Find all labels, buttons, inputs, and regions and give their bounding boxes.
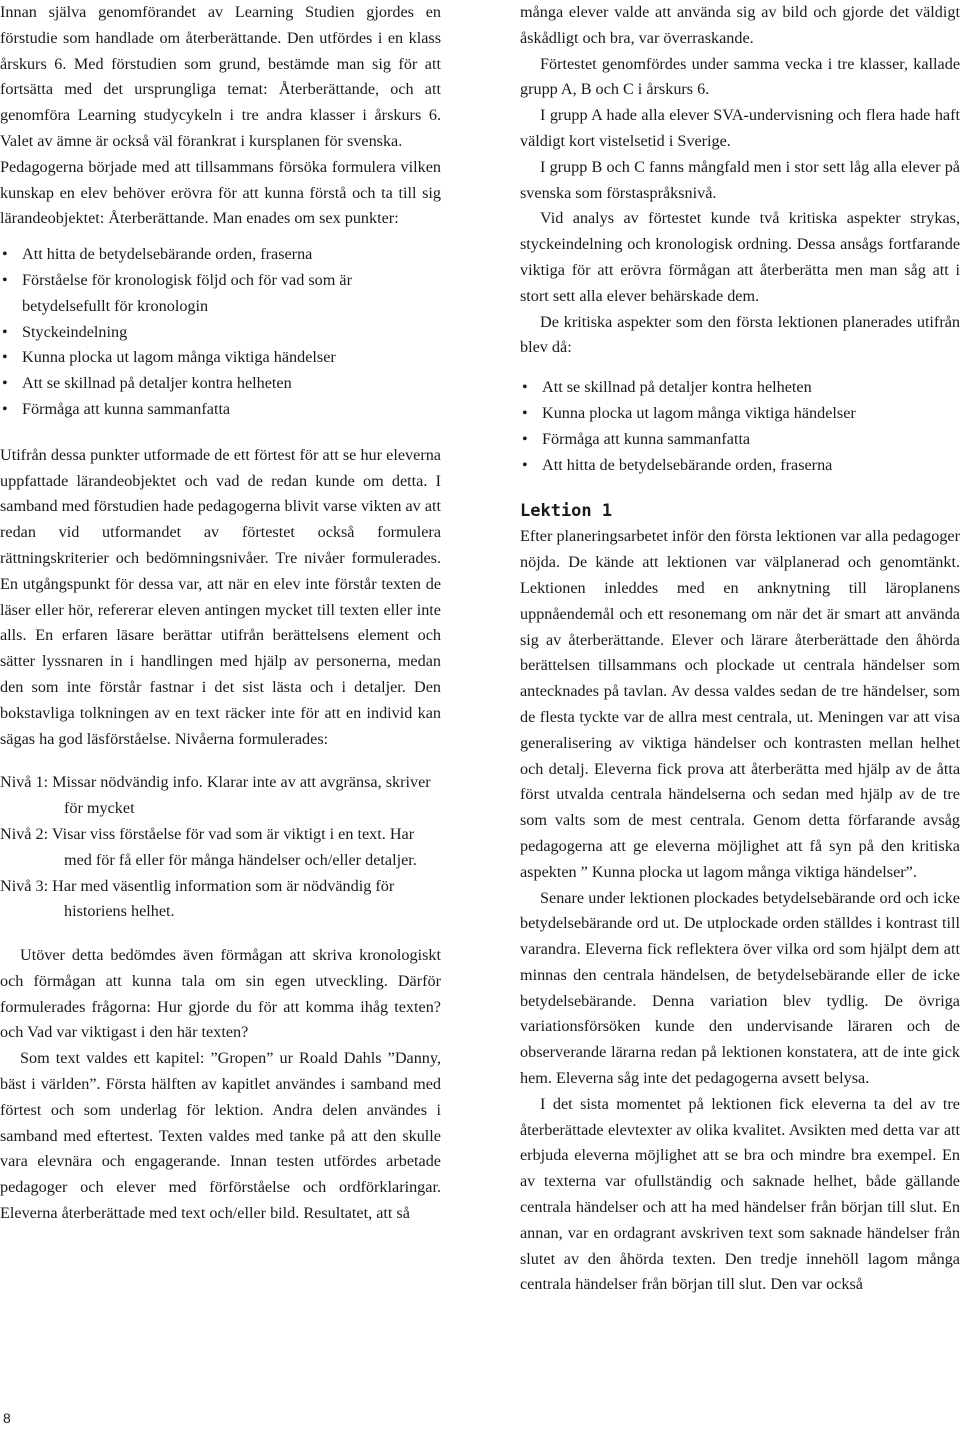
paragraph: Utifrån dessa punkter utformade de ett förtest för att se hur eleverna uppfattade lärandeobjektet och vad de redan kunde om detta. I samband med förstudien hade pedagogerna blivit varse vikten av att redan vid utformandet av förtestet också formulera rättningskriterier och bedömningsnivåer. Tre nivåer formulerades. En utgångspunkt för dessa var, att när en elev inte förstår texten de läser eller hör, refererar eleven antingen mycket till texten eller inte alls. En erfaren läsare berättar utifrån berättelsens element och sätter lyssnaren in i handlingen med hjälp av personerna, medan den som inte förstår fastnar i det sist lästa och i detaljer. Den bokstavliga tolkningen av en text räcker inte för att en individ kan sägas ha god läsförståelse. Nivåerna formulerades: [0, 445, 441, 748]
section-heading: Lektion 1 [520, 501, 613, 522]
list-item: • Kunna plocka ut lagom många viktiga händelser [0, 345, 441, 371]
level-item: Nivå 1: Missar nödvändig info. Klarar inte av att avgränsa, skriver för mycket [0, 773, 431, 818]
levels-list [0, 770, 441, 925]
paragraph: många elever valde att använda sig av bild och gjorde det väldigt åskådligt och bra, var överraskande. [520, 3, 960, 47]
list-item: • Att hitta de betydelsebärande orden, fraserna [520, 453, 960, 479]
paragraph: Utöver detta bedömdes även förmågan att skriva kronologiskt och förmågan att kunna tala om sin egen utveckling. Därför formulerades frågorna: Hur gjorde du för att komma ihåg texten? och Vad var viktigast i den här texten? [0, 946, 441, 1042]
list-item: • Förmåga att kunna sammanfatta [0, 397, 441, 423]
page-number: 8 [3, 1410, 11, 1426]
paragraph: Pedagogerna började med att tillsammans försöka formulera vilken kunskap en elev behöver erövra för att kunna förstå och ta till sig lärandeobjektet: Återberättande. Man enades om sex punkter: [0, 157, 441, 228]
left-column [0, 0, 441, 1227]
list-item: • Att se skillnad på detaljer kontra helheten [0, 371, 441, 397]
aspects-list [520, 375, 960, 478]
paragraph: I det sista momentet på lektionen fick eleverna ta del av tre återberättade elevtexter av olika kvalitet. Avsikten med detta var att erbjuda eleverna möjlighet att se bra och mindre bra exempel. En av texterna var ofullständig och saknade helhet, både gällande centrala händelser och att ha med händelser från början till slut. En annan, var en ordagrant avskriven text som saknade händelser från slutet av den åhörda texten. Den tredje innehöll lagom många centrala händelser från början till slut. Den var också [520, 1094, 960, 1294]
paragraph: Vid analys av förtestet kunde två kritiska aspekter strykas, styckeindelning och kronologisk ordning. Dessa ansågs fortfarande viktiga för att erövra förmågan att återberätta men man såg att i stort sett alla elever behärskade dem. [520, 209, 960, 305]
list-item: • Förmåga att kunna sammanfatta [520, 427, 960, 453]
paragraph: Senare under lektionen plockades betydelsebärande ord och icke betydelsebärande ord ut. De utplockade orden ställdes i kontrast till varandra. Eleverna fick reflektera över vilka ord som hjälpt dem att minnas den centrala händelsen, de betydelsebärande eller de icke betydelsebärande. Denna variation blev tydlig. De övriga variationsförsöken kunde den undervisande läraren och de observerande lärarna redan på lektionen konstatera, att de inte gick hem. Eleverna såg inte det pedagogerna avsett belysa. [520, 888, 960, 1088]
points-list [0, 242, 441, 423]
right-column [520, 0, 960, 1298]
paragraph: I grupp A hade alla elever SVA-undervisning och flera hade haft väldigt kort vistelsetid i Sverige. [520, 106, 960, 150]
paragraph: Efter planeringsarbetet inför den första lektionen var alla pedagoger nöjda. De kände att lektionen var välplanerad och genomtänkt. Lektionen inleddes med en anknytning till läroplanens uppnåendemål och ett resonemang om när det är smart att använda sig av återberättande. Elever och lärare återberättade den åhörda berättelsen tillsammans och plockade ut centrala händelser som antecknades på tavlan. Av dessa valdes sedan de tre händelser, som de flesta tyckte var de allra mest centrala, ut. Meningen var att visa generalisering av viktiga händelser och kontrasten mellan helhet och detalj. Eleverna fick prova att återberätta med hjälp av de åtta först utvalda centrala händelserna och sedan med hjälp av de tre som valts som de mest centrala. Genom detta förfarande avsåg pedagogerna att ge eleverna möjlighet att få syn på den kritiska aspekten ” Kunna plocka ut lagom många viktiga händelser”. [520, 527, 960, 881]
paragraph: Innan själva genomförandet av Learning Studien gjordes en förstudie som handlade om återberättande. Den utfördes i en klass årskurs 6. Med förstudien som grund, bestämde man sig för att fortsätta med det ursprungliga temat: Återberättande, och att genomföra Learning studycykeln i tre andra klasser i årskurs 6. Valet av ämne är också väl förankrat i kursplanen för svenska. [0, 3, 441, 150]
paragraph: Som text valdes ett kapitel: ”Gropen” ur Roald Dahls ”Danny, bäst i världen”. Första hälften av kapitlet användes i samband med förtest och som underlag för lektion. Andra delen användes i samband med eftertest. Texten valdes med tanke på att den skulle vara elevnära och engagerande. Innan testen utfördes arbetade pedagoger och elever med förförståelse och ordförklaringar. Eleverna återberättade med text och/eller bild. Resultatet, att så [0, 1049, 441, 1223]
list-item: • Styckeindelning [0, 320, 441, 346]
level-item: Nivå 3: Har med väsentlig information som är nödvändig för historiens helhet. [0, 876, 395, 921]
paragraph: De kritiska aspekter som den första lektionen planerades utifrån blev då: [520, 312, 960, 357]
list-item: • Kunna plocka ut lagom många viktiga händelser [520, 401, 960, 427]
paragraph: Förtestet genomfördes under samma vecka i tre klasser, kallade grupp A, B och C i årskurs 6. [520, 54, 960, 99]
paragraph: I grupp B och C fanns mångfald men i stor sett låg alla elever på svenska som förstaspråksnivå. [520, 157, 960, 202]
list-item: • Förståelse för kronologisk följd och för vad som är betydelsefullt för kronologin [0, 268, 441, 320]
list-item: • Att se skillnad på detaljer kontra helheten [520, 375, 960, 401]
list-item: • Att hitta de betydelsebärande orden, fraserna [0, 242, 441, 268]
level-item: Nivå 2: Visar viss förståelse för vad som är viktigt i en text. Har med för få eller för många händelser och/eller detaljer. [0, 824, 417, 869]
